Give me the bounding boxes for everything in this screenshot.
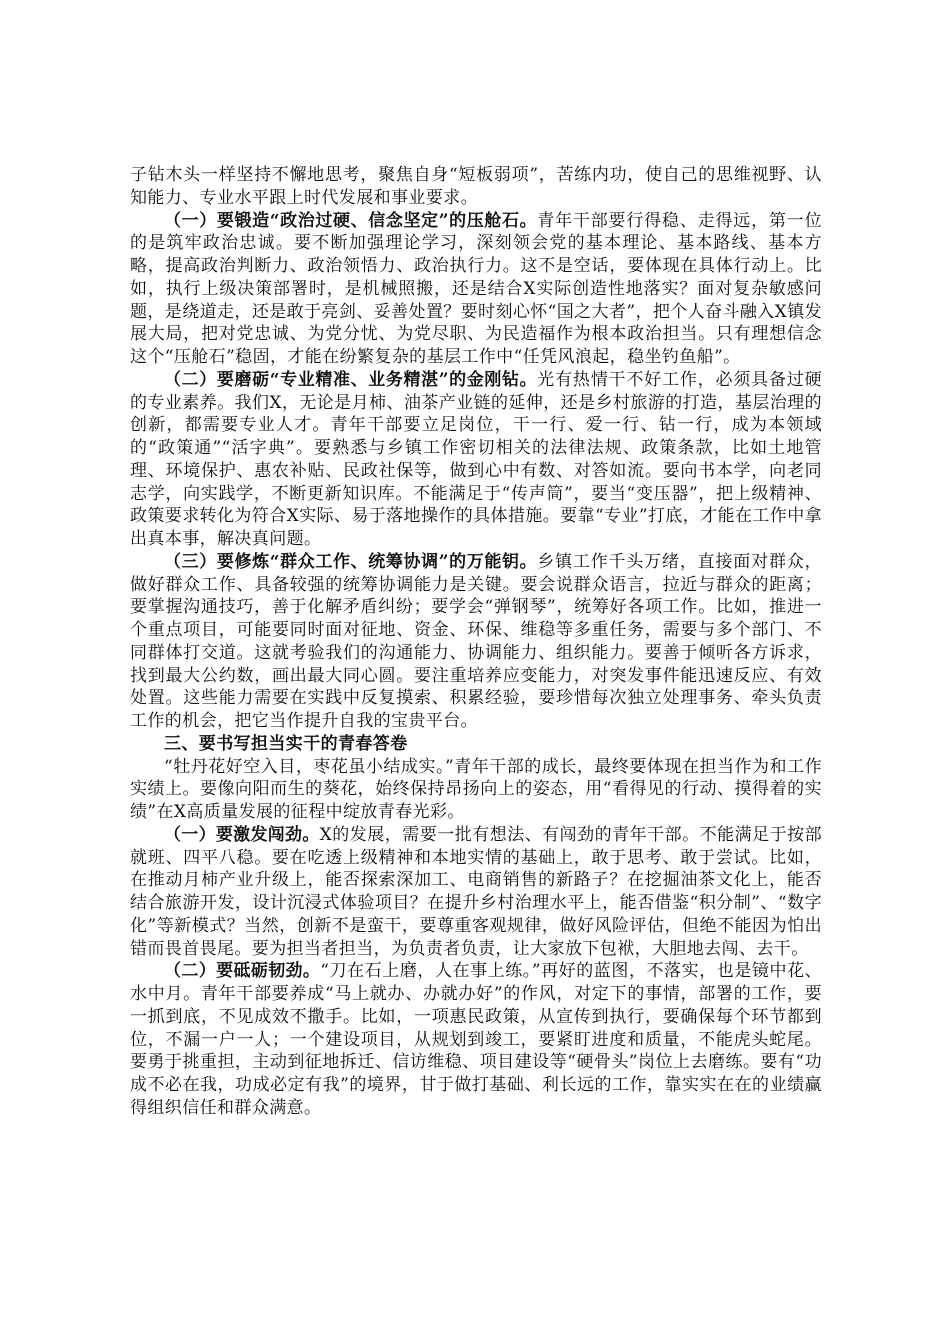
paragraph-text: 乡镇工作千头万绪，直接面对群众，做好群众工作、具备较强的统筹协调能力是关键。要会说群众语言，拉近与群众的距离；要掌握沟通技巧，善于化解矛盾纠纷；要学会“弹钢琴”，统筹好各项工作。比如，推进一个重点项目，可能要同时面对征地、资金、环保、维稳等多重任务，需要与多个部门、不同群体打交道。这就考验我们的沟通能力、协调能力、组织能力。要善于倾听各方诉求，找到最大公约数，画出最大同心圆。要注重培养应变能力，对突发事件能迅速反应、有效处置。这些能力需要在实践中反复摸索、积累经验，要珍惜每次独立处理事务、牵头负责工作的机会，把它当作提升自我的宝贵平台。 bbox=[130, 551, 822, 731]
paragraph-section-intro bbox=[130, 756, 822, 824]
paragraph-professional-skill bbox=[130, 369, 822, 551]
paragraph-political-ballast bbox=[130, 210, 822, 369]
paragraph-text: “牡丹花好空入目，枣花虽小结成实。”青年干部的成长，最终要体现在担当作为和工作实绩上。要像向阳而生的葵花，始终保持昂扬向上的姿态，用“看得见的行动、摸得着的实绩”在X高质量发展的征程中绽放青春光彩。 bbox=[130, 756, 822, 822]
paragraph-lead: （一）要锻造“政治过硬、信念坚定”的压舱石。 bbox=[164, 210, 538, 231]
paragraph-tenacity bbox=[130, 960, 822, 1119]
section-heading: 三、要书写担当实干的青春答卷 bbox=[164, 733, 408, 754]
document-page bbox=[130, 164, 822, 1120]
paragraph-text: 青年干部要行得稳、走得远，第一位的是筑牢政治忠诚。要不断加强理论学习，深刻领会党的基本理论、基本路线、基本方略，提高政治判断力、政治领悟力、政治执行力。这不是空话，要体现在具体行动上。比如，执行上级决策部署时，是机械照搬，还是结合X实际创造性地落实？面对复杂敏感问题，是绕道走，还是敢于亮剑、妥善处置？要时刻心怀“国之大者”，把个人奋斗融入X镇发展大局，把对党忠诚、为党分忧、为党尽职、为民造福作为根本政治担当。只有理想信念这个“压舱石”稳固，才能在纷繁复杂的基层工作中“任凭风浪起，稳坐钓鱼船”。 bbox=[130, 210, 822, 367]
paragraph-lead: （二）要磨砺“专业精准、业务精湛”的金刚钻。 bbox=[164, 369, 538, 390]
paragraph-text: 子钻木头一样坚持不懈地思考，聚焦自身“短板弱项”，苦练内功，使自己的思维视野、认知能力、专业水平跟上时代发展和事业要求。 bbox=[130, 165, 822, 208]
paragraph-text: “刀在石上磨，人在事上练。”再好的蓝图，不落实，也是镜中花、水中月。青年干部要养成“马上就办、办就办好”的作风，对定下的事情，部署的工作，要一抓到底，不见成效不撒手。比如，一项惠民政策，从宣传到执行，要确保每个环节都到位，不漏一户一人；一个建设项目，从规划到竣工，要紧盯进度和质量，不能虎头蛇尾。要勇于挑重担，主动到征地拆迁、信访维稳、项目建设等“硬骨头”岗位上去磨练。要有“功成不必在我，功成必定有我”的境界，甘于做打基础、利长远的工作，靠实实在在的业绩赢得组织信任和群众满意。 bbox=[130, 961, 822, 1118]
paragraph-daring bbox=[130, 824, 822, 961]
paragraph-text: 光有热情干不好工作，必须具备过硬的专业素养。我们X，无论是月柿、油茶产业链的延伸，还是乡村旅游的打造，基层治理的创新，都需要专业人才。青年干部要立足岗位，干一行、爱一行、钻一行，成为本领域的“政策通”“活字典”。要熟悉与乡镇工作密切相关的法律法规、政策条款，比如土地管理、环境保护、惠农补贴、民政社保等，做到心中有数、对答如流。要向书本学，向老同志学，向实践学，不断更新知识库。不能满足于“传声筒”，要当“变压器”，把上级精神、政策要求转化为符合X实际、易于落地操作的具体措施。要靠“专业”打底，才能在工作中拿出真本事，解决真问题。 bbox=[130, 369, 822, 549]
paragraph-continuation bbox=[130, 164, 822, 210]
paragraph-lead: （三）要修炼“群众工作、统筹协调”的万能钥。 bbox=[164, 551, 538, 572]
paragraph-lead: （二）要砥砺韧劲。 bbox=[164, 961, 321, 982]
paragraph-mass-work bbox=[130, 551, 822, 733]
paragraph-text: X的发展，需要一批有想法、有闯劲的青年干部。不能满足于按部就班、四平八稳。要在吃透上级精神和本地实情的基础上，敢于思考、敢于尝试。比如，在推动月柿产业升级上，能否探索深加工、电商销售的新路子？在挖掘油茶文化上，能否结合旅游开发，设计沉浸式体验项目？在提升乡村治理水平上，能否借鉴“积分制”、“数字化”等新模式？当然，创新不是蛮干，要尊重客观规律，做好风险评估，但绝不能因为怕出错而畏首畏尾。要为担当者担当，为负责者负责，让大家放下包袱，大胆地去闯、去干。 bbox=[130, 824, 822, 959]
paragraph-lead: （一）要激发闯劲。 bbox=[164, 824, 320, 845]
